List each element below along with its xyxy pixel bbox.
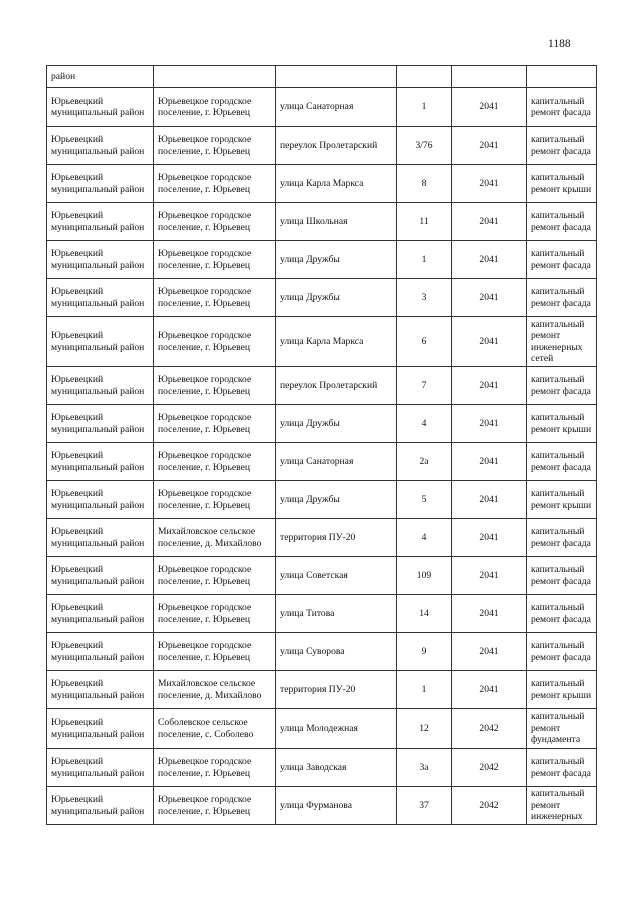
year-text: 2041 bbox=[479, 291, 499, 303]
district-text: Юрьевецкий муниципальный район bbox=[51, 374, 145, 397]
settlement-text: Юрьевецкое городское поселение, г. Юрьевец bbox=[158, 602, 252, 625]
settlement-cell bbox=[154, 165, 276, 203]
street-cell bbox=[276, 88, 397, 127]
work-text: капитальный ремонт фасада bbox=[531, 450, 591, 473]
settlement-cell bbox=[154, 127, 276, 165]
street-text: улица Фурманова bbox=[280, 799, 352, 811]
street-text: улица Дружбы bbox=[280, 253, 340, 265]
house-text: 12 bbox=[419, 722, 429, 734]
district-cell bbox=[47, 557, 154, 595]
work-cell bbox=[527, 127, 597, 165]
district-text: Юрьевецкий муниципальный район bbox=[51, 286, 145, 309]
table-row bbox=[47, 241, 597, 279]
work-text: капитальный ремонт фасада bbox=[531, 374, 591, 397]
street-cell bbox=[276, 519, 397, 557]
district-text: Юрьевецкий муниципальный район bbox=[51, 564, 145, 587]
work-cell bbox=[527, 749, 597, 787]
district-text: Юрьевецкий муниципальный район bbox=[51, 450, 145, 473]
house-text: 9 bbox=[421, 645, 427, 657]
settlement-text: Соболевское сельское поселение, с. Соболево bbox=[158, 717, 254, 740]
house-cell bbox=[397, 481, 452, 519]
table-row bbox=[47, 519, 597, 557]
year-cell bbox=[452, 481, 527, 519]
work-text: капитальный ремонт крыши bbox=[531, 678, 592, 701]
house-cell bbox=[397, 633, 452, 671]
settlement-cell bbox=[154, 595, 276, 633]
district-text: Юрьевецкий муниципальный район bbox=[51, 172, 145, 195]
house-text: 4 bbox=[421, 417, 427, 429]
street-cell bbox=[276, 709, 397, 749]
year-text: 2041 bbox=[479, 569, 499, 581]
settlement-text: Юрьевецкое городское поселение, г. Юрьевец bbox=[158, 756, 252, 779]
street-text: улица Дружбы bbox=[280, 417, 340, 429]
year-cell bbox=[452, 279, 527, 317]
settlement-text: Юрьевецкое городское поселение, г. Юрьевец bbox=[158, 412, 252, 435]
street-cell bbox=[276, 165, 397, 203]
settlement-cell bbox=[154, 787, 276, 825]
street-text: переулок Пролетарский bbox=[280, 379, 378, 391]
work-cell bbox=[527, 595, 597, 633]
street-text: улица Санаторная bbox=[280, 455, 354, 467]
work-cell bbox=[527, 671, 597, 709]
settlement-text: Юрьевецкое городское поселение, г. Юрьевец bbox=[158, 564, 252, 587]
work-text: капитальный ремонт фасада bbox=[531, 210, 591, 233]
work-text: капитальный ремонт фасада bbox=[531, 248, 591, 271]
street-cell bbox=[276, 241, 397, 279]
house-text: 3 bbox=[421, 291, 427, 303]
district-cell bbox=[47, 749, 154, 787]
house-text: 2а bbox=[419, 455, 429, 467]
house-text: 3а bbox=[419, 761, 429, 773]
work-cell bbox=[527, 633, 597, 671]
year-cell bbox=[452, 671, 527, 709]
settlement-cell bbox=[154, 405, 276, 443]
year-cell bbox=[452, 203, 527, 241]
work-cell bbox=[527, 519, 597, 557]
house-cell bbox=[397, 367, 452, 405]
year-text: 2042 bbox=[479, 722, 499, 734]
house-cell bbox=[397, 203, 452, 241]
street-text: улица Молодежная bbox=[280, 722, 358, 734]
settlement-cell bbox=[154, 749, 276, 787]
house-cell bbox=[397, 557, 452, 595]
year-cell bbox=[452, 405, 527, 443]
house-cell bbox=[397, 709, 452, 749]
year-cell bbox=[452, 749, 527, 787]
table-row bbox=[47, 203, 597, 241]
street-cell bbox=[276, 481, 397, 519]
year-cell bbox=[452, 127, 527, 165]
street-cell bbox=[276, 557, 397, 595]
street-cell bbox=[276, 671, 397, 709]
district-cell bbox=[47, 443, 154, 481]
settlement-cell bbox=[154, 88, 276, 127]
house-cell bbox=[397, 88, 452, 127]
district-cell bbox=[47, 88, 154, 127]
work-cell bbox=[527, 317, 597, 367]
district-text: Юрьевецкий муниципальный район bbox=[51, 756, 145, 779]
settlement-text: Юрьевецкое городское поселение, г. Юрьевец bbox=[158, 640, 252, 663]
street-text: улица Советская bbox=[280, 569, 348, 581]
settlement-text: Юрьевецкое городское поселение, г. Юрьевец bbox=[158, 286, 252, 309]
settlement-cell bbox=[154, 66, 276, 88]
street-text: улица Титова bbox=[280, 607, 335, 619]
settlement-text: Юрьевецкое городское поселение, г. Юрьевец bbox=[158, 794, 252, 817]
year-cell bbox=[452, 595, 527, 633]
year-text: 2041 bbox=[479, 139, 499, 151]
table-row bbox=[47, 127, 597, 165]
table-row bbox=[47, 88, 597, 127]
house-text: 6 bbox=[421, 335, 427, 347]
work-cell bbox=[527, 241, 597, 279]
street-text: улица Школьная bbox=[280, 215, 348, 227]
year-text: 2042 bbox=[479, 761, 499, 773]
year-text: 2041 bbox=[479, 531, 499, 543]
district-cell bbox=[47, 367, 154, 405]
work-cell bbox=[527, 787, 597, 825]
house-cell bbox=[397, 671, 452, 709]
table-body bbox=[47, 66, 597, 825]
work-text: капитальный ремонт инженерных bbox=[531, 788, 585, 823]
district-text: Юрьевецкий муниципальный район bbox=[51, 95, 145, 118]
street-cell bbox=[276, 787, 397, 825]
street-cell bbox=[276, 367, 397, 405]
street-text: переулок Пролетарский bbox=[280, 139, 378, 151]
street-text: территория ПУ-20 bbox=[280, 683, 356, 695]
year-text: 2041 bbox=[479, 417, 499, 429]
work-text: капитальный ремонт фасада bbox=[531, 286, 591, 309]
district-cell bbox=[47, 203, 154, 241]
work-text: капитальный ремонт крыши bbox=[531, 412, 592, 435]
year-cell bbox=[452, 317, 527, 367]
street-text: территория ПУ-20 bbox=[280, 531, 356, 543]
district-text: Юрьевецкий муниципальный район bbox=[51, 412, 145, 435]
street-cell bbox=[276, 279, 397, 317]
settlement-text: Юрьевецкое городское поселение, г. Юрьевец bbox=[158, 450, 252, 473]
house-text: 14 bbox=[419, 607, 429, 619]
district-text: Юрьевецкий муниципальный район bbox=[51, 488, 145, 511]
settlement-cell bbox=[154, 367, 276, 405]
district-cell bbox=[47, 481, 154, 519]
table-row bbox=[47, 595, 597, 633]
table-row bbox=[47, 405, 597, 443]
year-cell bbox=[452, 787, 527, 825]
settlement-text: Юрьевецкое городское поселение, г. Юрьевец bbox=[158, 488, 252, 511]
settlement-text: Юрьевецкое городское поселение, г. Юрьевец bbox=[158, 210, 252, 233]
table-row bbox=[47, 367, 597, 405]
year-text: 2041 bbox=[479, 607, 499, 619]
house-text: 1 bbox=[421, 253, 427, 265]
settlement-cell bbox=[154, 557, 276, 595]
year-cell bbox=[452, 633, 527, 671]
district-text: Юрьевецкий муниципальный район bbox=[51, 602, 145, 625]
district-cell bbox=[47, 317, 154, 367]
district-cell bbox=[47, 241, 154, 279]
work-cell bbox=[527, 405, 597, 443]
house-cell bbox=[397, 749, 452, 787]
district-cell bbox=[47, 519, 154, 557]
street-text: улица Санаторная bbox=[280, 101, 354, 113]
table-row bbox=[47, 671, 597, 709]
district-cell bbox=[47, 633, 154, 671]
district-cell bbox=[47, 127, 154, 165]
district-text: Юрьевецкий муниципальный район bbox=[51, 717, 145, 740]
table-row bbox=[47, 787, 597, 825]
year-text: 2041 bbox=[479, 493, 499, 505]
house-text: 1 bbox=[421, 101, 427, 113]
work-text: капитальный ремонт фасада bbox=[531, 602, 591, 625]
street-cell bbox=[276, 595, 397, 633]
street-text: улица Суворова bbox=[280, 645, 345, 657]
district-text: Юрьевецкий муниципальный район bbox=[51, 794, 145, 817]
house-text: 7 bbox=[421, 379, 427, 391]
year-cell bbox=[452, 519, 527, 557]
district-text: Юрьевецкий муниципальный район bbox=[51, 640, 145, 663]
year-cell bbox=[452, 367, 527, 405]
table-row bbox=[47, 317, 597, 367]
work-text: капитальный ремонт фасада bbox=[531, 640, 591, 663]
settlement-cell bbox=[154, 481, 276, 519]
year-cell bbox=[452, 165, 527, 203]
house-cell bbox=[397, 405, 452, 443]
page-number: 1188 bbox=[548, 38, 571, 50]
house-text: 11 bbox=[419, 215, 429, 227]
year-text: 2041 bbox=[479, 455, 499, 467]
table-row bbox=[47, 165, 597, 203]
street-cell bbox=[276, 443, 397, 481]
year-text: 2041 bbox=[479, 215, 499, 227]
district-text: Юрьевецкий муниципальный район bbox=[51, 248, 145, 271]
year-cell bbox=[452, 443, 527, 481]
year-text: 2041 bbox=[479, 335, 499, 347]
street-text: улица Карла Маркса bbox=[280, 335, 364, 347]
year-text: 2042 bbox=[479, 799, 499, 811]
year-cell bbox=[452, 557, 527, 595]
year-text: 2041 bbox=[479, 683, 499, 695]
year-cell bbox=[452, 66, 527, 88]
table-row bbox=[47, 749, 597, 787]
street-cell bbox=[276, 749, 397, 787]
street-cell bbox=[276, 66, 397, 88]
year-text: 2041 bbox=[479, 177, 499, 189]
work-text: капитальный ремонт крыши bbox=[531, 172, 592, 195]
street-cell bbox=[276, 317, 397, 367]
work-text: капитальный ремонт фундамента bbox=[531, 711, 585, 746]
year-cell bbox=[452, 709, 527, 749]
work-text: капитальный ремонт фасада bbox=[531, 756, 591, 779]
house-text: 8 bbox=[421, 177, 427, 189]
year-cell bbox=[452, 241, 527, 279]
house-text: 1 bbox=[421, 683, 427, 695]
settlement-text: Юрьевецкое городское поселение, г. Юрьевец bbox=[158, 95, 252, 118]
district-text: Юрьевецкий муниципальный район bbox=[51, 526, 145, 549]
settlement-cell bbox=[154, 709, 276, 749]
street-text: улица Заводская bbox=[280, 761, 347, 773]
house-text: 3/76 bbox=[415, 139, 433, 151]
settlement-text: Юрьевецкое городское поселение, г. Юрьевец bbox=[158, 374, 252, 397]
table-row bbox=[47, 557, 597, 595]
house-text: 109 bbox=[416, 569, 432, 581]
table-row bbox=[47, 633, 597, 671]
year-text: 2041 bbox=[479, 253, 499, 265]
street-cell bbox=[276, 633, 397, 671]
table-row bbox=[47, 709, 597, 749]
house-cell bbox=[397, 519, 452, 557]
house-cell bbox=[397, 279, 452, 317]
work-cell bbox=[527, 203, 597, 241]
district-cell bbox=[47, 595, 154, 633]
table-row bbox=[47, 481, 597, 519]
district-text: Юрьевецкий муниципальный район bbox=[51, 210, 145, 233]
work-cell bbox=[527, 709, 597, 749]
district-cell bbox=[47, 66, 154, 88]
settlement-cell bbox=[154, 279, 276, 317]
settlement-cell bbox=[154, 671, 276, 709]
settlement-cell bbox=[154, 633, 276, 671]
work-cell bbox=[527, 279, 597, 317]
district-cell bbox=[47, 165, 154, 203]
settlement-cell bbox=[154, 203, 276, 241]
house-cell bbox=[397, 66, 452, 88]
table-row-continued bbox=[47, 66, 597, 88]
settlement-text: Михайловское сельское поселение, д. Михайлово bbox=[158, 678, 262, 701]
house-cell bbox=[397, 127, 452, 165]
house-cell bbox=[397, 595, 452, 633]
year-text: 2041 bbox=[479, 645, 499, 657]
work-cell bbox=[527, 165, 597, 203]
district-cell bbox=[47, 405, 154, 443]
house-text: 37 bbox=[419, 799, 429, 811]
work-text: капитальный ремонт крыши bbox=[531, 488, 592, 511]
house-cell bbox=[397, 241, 452, 279]
district-cell bbox=[47, 709, 154, 749]
street-cell bbox=[276, 405, 397, 443]
district-fragment: район bbox=[51, 70, 76, 82]
street-cell bbox=[276, 203, 397, 241]
street-text: улица Карла Маркса bbox=[280, 177, 364, 189]
table-row bbox=[47, 443, 597, 481]
street-text: улица Дружбы bbox=[280, 291, 340, 303]
district-text: Юрьевецкий муниципальный район bbox=[51, 330, 145, 353]
work-text: капитальный ремонт фасада bbox=[531, 526, 591, 549]
house-cell bbox=[397, 443, 452, 481]
house-cell bbox=[397, 165, 452, 203]
work-cell bbox=[527, 66, 597, 88]
table-row bbox=[47, 279, 597, 317]
work-text: капитальный ремонт фасада bbox=[531, 564, 591, 587]
work-cell bbox=[527, 88, 597, 127]
house-cell bbox=[397, 787, 452, 825]
street-cell bbox=[276, 127, 397, 165]
district-cell bbox=[47, 671, 154, 709]
work-cell bbox=[527, 443, 597, 481]
work-cell bbox=[527, 481, 597, 519]
repair-schedule-table bbox=[46, 65, 597, 825]
work-text: капитальный ремонт фасада bbox=[531, 134, 591, 157]
work-cell bbox=[527, 557, 597, 595]
settlement-text: Михайловское сельское поселение, д. Михайлово bbox=[158, 526, 262, 549]
year-text: 2041 bbox=[479, 379, 499, 391]
work-text: капитальный ремонт инженерных сетей bbox=[531, 318, 585, 364]
settlement-cell bbox=[154, 317, 276, 367]
settlement-text: Юрьевецкое городское поселение, г. Юрьевец bbox=[158, 248, 252, 271]
settlement-cell bbox=[154, 443, 276, 481]
district-cell bbox=[47, 787, 154, 825]
settlement-text: Юрьевецкое городское поселение, г. Юрьевец bbox=[158, 330, 252, 353]
year-text: 2041 bbox=[479, 101, 499, 113]
year-cell bbox=[452, 88, 527, 127]
house-text: 4 bbox=[421, 531, 427, 543]
work-text: капитальный ремонт фасада bbox=[531, 95, 591, 118]
work-cell bbox=[527, 367, 597, 405]
street-text: улица Дружбы bbox=[280, 493, 340, 505]
district-text: Юрьевецкий муниципальный район bbox=[51, 134, 145, 157]
settlement-cell bbox=[154, 519, 276, 557]
district-cell bbox=[47, 279, 154, 317]
settlement-cell bbox=[154, 241, 276, 279]
settlement-text: Юрьевецкое городское поселение, г. Юрьевец bbox=[158, 134, 252, 157]
district-text: Юрьевецкий муниципальный район bbox=[51, 678, 145, 701]
settlement-text: Юрьевецкое городское поселение, г. Юрьевец bbox=[158, 172, 252, 195]
house-cell bbox=[397, 317, 452, 367]
house-text: 5 bbox=[421, 493, 427, 505]
